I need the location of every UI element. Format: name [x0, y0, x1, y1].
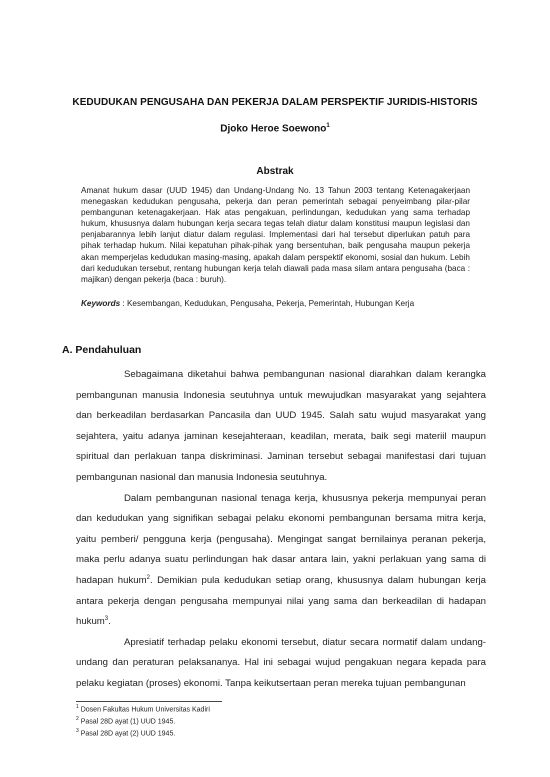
section-heading: A. Pendahuluan [62, 344, 142, 356]
paragraph-2-part: . [108, 616, 111, 628]
footnote-ref: 3 [104, 615, 109, 622]
paragraph-1: Sebagaimana diketahui bahwa pembangunan nasional diarahkan dalam kerangka pembangunan manusia Indonesia seutuhnya untuk mewujudkan masyarakat yang sejahtera dan berkeadilan berdasarkan Pancasila dan UUD 1945. Salah satu wujud masyarakat yang sejahtera, yaitu adanya jaminan kesejahteraan, keadilan, merata, baik segi materiil maupun spiritual dan perlakuan tanpa diskriminasi. Jaminan tersebut sebagai manifestasi dari tujuan pembangunan nasional dan manusia Indonesia seutuhnya. [76, 369, 486, 483]
keywords-line [81, 299, 470, 308]
footnote-separator [76, 701, 222, 702]
footnote [76, 728, 175, 737]
footnote [76, 704, 210, 713]
author-name: Djoko Heroe Soewono [220, 123, 327, 135]
paragraph-2 [76, 489, 486, 633]
paragraph-3: Apresiatif terhadap pelaku ekonomi tersebut, diatur secara normatif dalam undang-undang dan peraturan pelaksananya. Hal ini sebagai wujud pengakuan negara kepada para pelaku kegiatan (proses) ekonomi. Tanpa keikutsertaan peran mereka tujuan pembangunan [76, 636, 486, 689]
footnote-ref: 2 [146, 574, 150, 581]
body-text [76, 365, 486, 695]
footnote-text: Dosen Fakultas Hukum Universitas Kadiri [80, 706, 210, 714]
abstract-heading: Abstrak [256, 166, 294, 177]
footnote [76, 716, 175, 725]
keywords-text: : Kesembangan, Kedudukan, Pengusaha, Pekerja, Pemerintah, Hubungan Kerja [120, 299, 415, 308]
paragraph-2-part: Dalam pembangunan nasional tenaga kerja, khususnya pekerja mempunyai peran dan kedudukan yang signifikan sebagai pelaku ekonomi pembangunan bersama mitra kerja, yaitu pemberi/ pengguna kerja (pengusaha). Mengingat sangat bernilainya peranan pekerja, maka perlu adanya suatu perlindungan hak dasar antara lain, yakni perlakuan yang sama di hadapan hukum [76, 492, 486, 586]
footnote-mark: 2 [76, 716, 79, 722]
abstract-text: Amanat hukum dasar (UUD 1945) dan Undang-Undang No. 13 Tahun 2003 tentang Ketenagakerjaan menegaskan kedudukan pengusaha, pekerja dan peran pemerintah sebagai penyeimbang pilar-pilar pembangunan ketenagakerjaan. Hak atas pengakuan, perlindungan, kedudukan yang sama terhadap hukum, khususnya dalam hubungan kerja secara tegas telah diatur dalam konstitusi maupun legislasi dan penjabarannya lebih lanjut diatur dalam regulasi. Implementasi dari hal tersebut diperlukan patuh para pihak terhadap hukum. Nilai kepatuhan pihak-pihak yang bersentuhan, baik pengusaha maupun pekerja akan memperjelas kedudukan masing-masing, apakah dalam perspektif ekonomi, sosial dan hukum. Lebih dari kedudukan tersebut, rentang hubungan kerja telah diawali pada masa silam antara pengusaha (baca : majikan) dengan pekerja (baca : buruh). [81, 186, 470, 284]
footnote-mark: 3 [76, 728, 79, 734]
footnote-text: Pasal 28D ayat (1) UUD 1945. [80, 718, 176, 726]
author-line [0, 123, 550, 134]
footnote-mark: 1 [76, 704, 79, 710]
author-footnote-mark: 1 [326, 123, 330, 129]
footnote-text: Pasal 28D ayat (2) UUD 1945. [80, 730, 176, 738]
keywords-label: Keywords [81, 299, 121, 308]
paragraph-2-part: . Demikian pula kedudukan setiap orang, khususnya dalam hubungan kerja antara pekerja dengan pengusaha mempunyai nilai yang sama dan berkeadilan di hadapan hukum [76, 574, 487, 628]
paper-title: KEDUDUKAN PENGUSAHA DAN PEKERJA DALAM PERSPEKTIF JURIDIS-HISTORIS [72, 97, 478, 108]
